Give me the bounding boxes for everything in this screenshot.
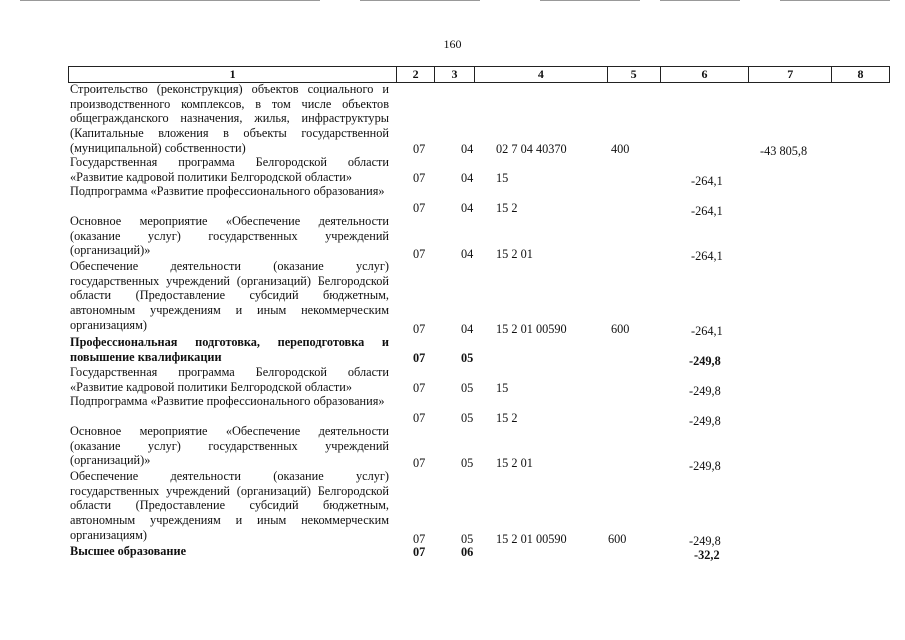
table-cell-expense-type: 600 — [608, 532, 627, 546]
table-cell-section: 07 — [413, 411, 426, 425]
table-row-description: Профессиональная подготовка, переподготовка и повышение квалификации — [70, 335, 389, 364]
table-cell-amount-col6: -249,8 — [689, 459, 721, 473]
header-col-4: 4 — [475, 67, 608, 82]
table-cell-expense-type: 600 — [611, 322, 630, 336]
table-cell-amount-col6: -32,2 — [694, 548, 720, 562]
table-row-description: Строительство (реконструкция) объектов социального и производственного комплексов, в том числе объектов общегражданского назначения, жилья, инфраструктуры (Капитальные вложения в объекты государственной (муниципальной) собственности) — [70, 82, 389, 155]
table-cell-subsection: 04 — [461, 171, 474, 185]
table-cell-expense-type: 400 — [611, 142, 630, 156]
table-row-description: Основное мероприятие «Обеспечение деятельности (оказание услуг) государственных учреждений (организаций)» — [70, 424, 389, 468]
table-cell-section: 07 — [413, 381, 426, 395]
table-row-description: Государственная программа Белгородской области «Развитие кадровой политики Белгородской области» — [70, 155, 389, 184]
table-cell-amount-col6: -264,1 — [691, 204, 723, 218]
table-cell-section: 07 — [413, 456, 426, 470]
table-cell-subsection: 05 — [461, 532, 474, 546]
table-row-description: Подпрограмма «Развитие профессионального образования» — [70, 184, 385, 198]
table-cell-target-article: 15 — [496, 171, 509, 185]
table-row-description: Обеспечение деятельности (оказание услуг) государственных учреждений (организаций) Белгородской области (Предоставление субсидий бюджетным, автономным учреждениям и иным некоммерческим организациям) — [70, 469, 389, 542]
table-row-description: Высшее образование — [70, 544, 187, 558]
table-cell-amount-col7: -43 805,8 — [760, 144, 808, 158]
table-cell-amount-col6: -249,8 — [689, 414, 721, 428]
scan-top-edge-line — [540, 0, 640, 1]
header-col-6: 6 — [661, 67, 750, 82]
table-cell-target-article: 15 2 01 — [496, 456, 533, 470]
table-cell-amount-col6: -264,1 — [691, 324, 723, 338]
table-cell-target-article: 15 2 — [496, 411, 518, 425]
table-cell-section: 07 — [413, 322, 426, 336]
table-cell-target-article: 15 2 — [496, 201, 518, 215]
table-cell-section: 07 — [413, 142, 426, 156]
page-number: 160 — [443, 37, 462, 51]
table-cell-target-article: 15 2 01 00590 — [496, 532, 567, 546]
table-cell-target-article: 15 — [496, 381, 509, 395]
table-cell-section: 07 — [413, 171, 426, 185]
table-row-description: Государственная программа Белгородской области «Развитие кадровой политики Белгородской области» — [70, 365, 389, 394]
table-cell-section: 07 — [413, 532, 426, 546]
table-cell-amount-col6: -249,8 — [689, 354, 721, 368]
table-cell-section: 07 — [413, 545, 426, 559]
scan-top-edge-line — [360, 0, 480, 1]
table-row-description: Подпрограмма «Развитие профессионального образования» — [70, 394, 385, 408]
table-cell-subsection: 05 — [461, 351, 474, 365]
header-col-2: 2 — [397, 67, 435, 82]
table-cell-amount-col6: -264,1 — [691, 174, 723, 188]
table-cell-target-article: 02 7 04 40370 — [496, 142, 567, 156]
table-cell-section: 07 — [413, 351, 426, 365]
table-row-description: Обеспечение деятельности (оказание услуг) государственных учреждений (организаций) Белгородской области (Предоставление субсидий бюджетным, автономным учреждениям и иным некоммерческим организациям) — [70, 259, 389, 332]
table-cell-subsection: 06 — [461, 545, 474, 559]
header-col-5: 5 — [608, 67, 661, 82]
scan-top-edge-line — [780, 0, 890, 1]
table-cell-target-article: 15 2 01 00590 — [496, 322, 567, 336]
table-cell-subsection: 04 — [461, 322, 474, 336]
table-cell-section: 07 — [413, 247, 426, 261]
table-header-row — [68, 66, 890, 83]
table-cell-section: 07 — [413, 201, 426, 215]
header-col-3: 3 — [435, 67, 475, 82]
scan-top-edge-line — [20, 0, 320, 1]
table-cell-subsection: 05 — [461, 381, 474, 395]
table-cell-amount-col6: -249,8 — [689, 534, 721, 548]
scan-top-edge-line — [660, 0, 740, 1]
table-cell-subsection: 05 — [461, 411, 474, 425]
table-cell-amount-col6: -249,8 — [689, 384, 721, 398]
table-cell-target-article: 15 2 01 — [496, 247, 533, 261]
table-cell-subsection: 04 — [461, 201, 474, 215]
table-row-description: Основное мероприятие «Обеспечение деятельности (оказание услуг) государственных учреждений (организаций)» — [70, 214, 389, 258]
table-cell-amount-col6: -264,1 — [691, 249, 723, 263]
header-col-7: 7 — [749, 67, 832, 82]
table-cell-subsection: 04 — [461, 247, 474, 261]
header-col-8: 8 — [857, 67, 864, 81]
table-cell-subsection: 04 — [461, 142, 474, 156]
table-cell-subsection: 05 — [461, 456, 474, 470]
header-col-1: 1 — [69, 67, 397, 82]
